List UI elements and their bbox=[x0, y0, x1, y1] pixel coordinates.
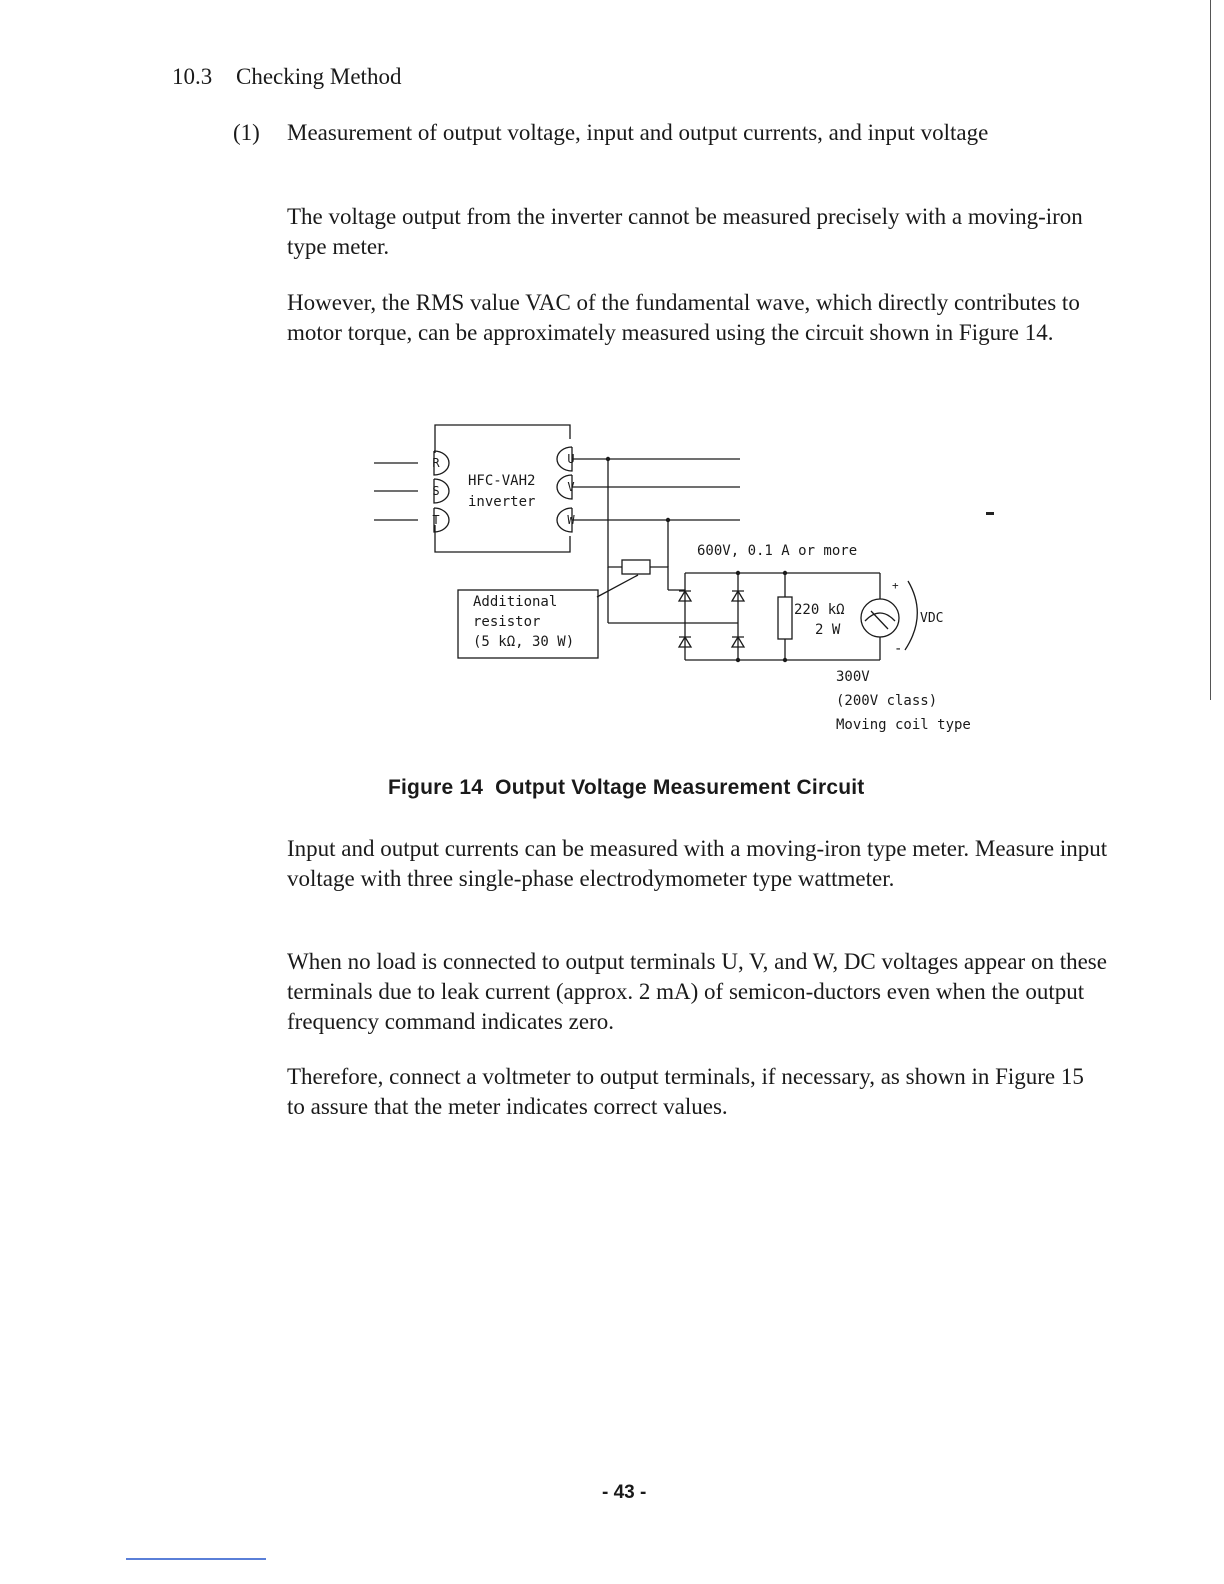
meter-label: VDC bbox=[920, 611, 944, 626]
paragraph-moving-iron-limitation: The voltage output from the inverter cannot be measured precisely with a moving-iron type meter. bbox=[287, 204, 1083, 259]
tap-u bbox=[608, 459, 622, 567]
terminal-w: W bbox=[567, 513, 575, 527]
meter-body bbox=[861, 599, 899, 637]
junction-bridge-top bbox=[736, 571, 740, 575]
additional-resistor-symbol bbox=[622, 560, 650, 574]
section-number: 10.3 bbox=[172, 64, 213, 89]
figure-title: Output Voltage Measurement Circuit bbox=[495, 776, 865, 799]
terminal-t: T bbox=[432, 513, 440, 527]
resistor-leader bbox=[597, 575, 638, 597]
output-voltage-measurement-circuit bbox=[360, 415, 1020, 740]
junction-resistor-top bbox=[783, 571, 787, 575]
meter-note-line3: Moving coil type bbox=[836, 717, 971, 733]
terminal-r: R bbox=[432, 456, 440, 470]
terminal-v: V bbox=[567, 480, 575, 494]
load-resistor-value: 220 kΩ bbox=[794, 602, 845, 618]
resistor-to-bridge bbox=[650, 567, 668, 590]
terminal-s: S bbox=[432, 484, 440, 498]
paragraph-leak-current: When no load is connected to output terminals U, V, and W, DC voltages appear on these terminals due to leak current (approx. 2 mA) of semicon-ductors even when the output frequency command indicates zero. bbox=[287, 949, 1107, 1034]
inverter-box-bottom bbox=[435, 525, 570, 552]
figure-label: Figure 14 bbox=[388, 776, 484, 799]
item-number: (1) bbox=[233, 120, 260, 145]
resistor-box-line1: Additional bbox=[473, 594, 558, 610]
meter-note-line2: (200V class) bbox=[836, 693, 938, 709]
diode-rating: 600V, 0.1 A or more bbox=[697, 543, 858, 559]
paragraph-rms-measurement: However, the RMS value VAC of the fundamental wave, which directly contributes to motor torque, can be approximately measured using the circuit shown in Figure 14. bbox=[287, 290, 1080, 345]
resistor-box-line3: (5 kΩ, 30 W) bbox=[473, 634, 575, 650]
section-heading bbox=[172, 64, 401, 90]
paragraph-voltmeter-connection: Therefore, connect a voltmeter to output terminals, if necessary, as shown in Figure 15 to assure that the meter indicates correct values. bbox=[287, 1064, 1084, 1119]
junction-resistor-bottom bbox=[783, 658, 787, 662]
meter-plus-sign: + bbox=[892, 579, 899, 592]
load-resistor-symbol bbox=[778, 597, 792, 639]
resistor-box-line2: resistor bbox=[473, 614, 541, 630]
terminal-u: U bbox=[567, 452, 575, 466]
item-title: Measurement of output voltage, input and output currents, and input voltage bbox=[287, 120, 989, 145]
inverter-model: HFC-VAH2 bbox=[468, 473, 536, 489]
meter-minus-sign: - bbox=[894, 641, 903, 657]
page-edge-rule bbox=[1210, 0, 1211, 700]
junction-bridge-bottom bbox=[736, 658, 740, 662]
junction-w bbox=[666, 518, 670, 522]
section-title: Checking Method bbox=[236, 64, 402, 89]
paragraph-current-measurement: Input and output currents can be measured with a moving-iron type meter. Measure input voltage with three single-phase electrodymometer type wattmeter. bbox=[287, 836, 1108, 891]
figure-caption bbox=[388, 776, 864, 800]
meter-bracket bbox=[905, 581, 917, 650]
inverter-box-top bbox=[435, 425, 570, 453]
junction-u bbox=[606, 457, 610, 461]
footer-rule bbox=[126, 1558, 266, 1560]
meter-note-line1: 300V bbox=[836, 669, 870, 685]
page-number: - 43 - bbox=[602, 1482, 647, 1503]
load-resistor-power: 2 W bbox=[815, 622, 841, 638]
inverter-label: inverter bbox=[468, 494, 536, 510]
